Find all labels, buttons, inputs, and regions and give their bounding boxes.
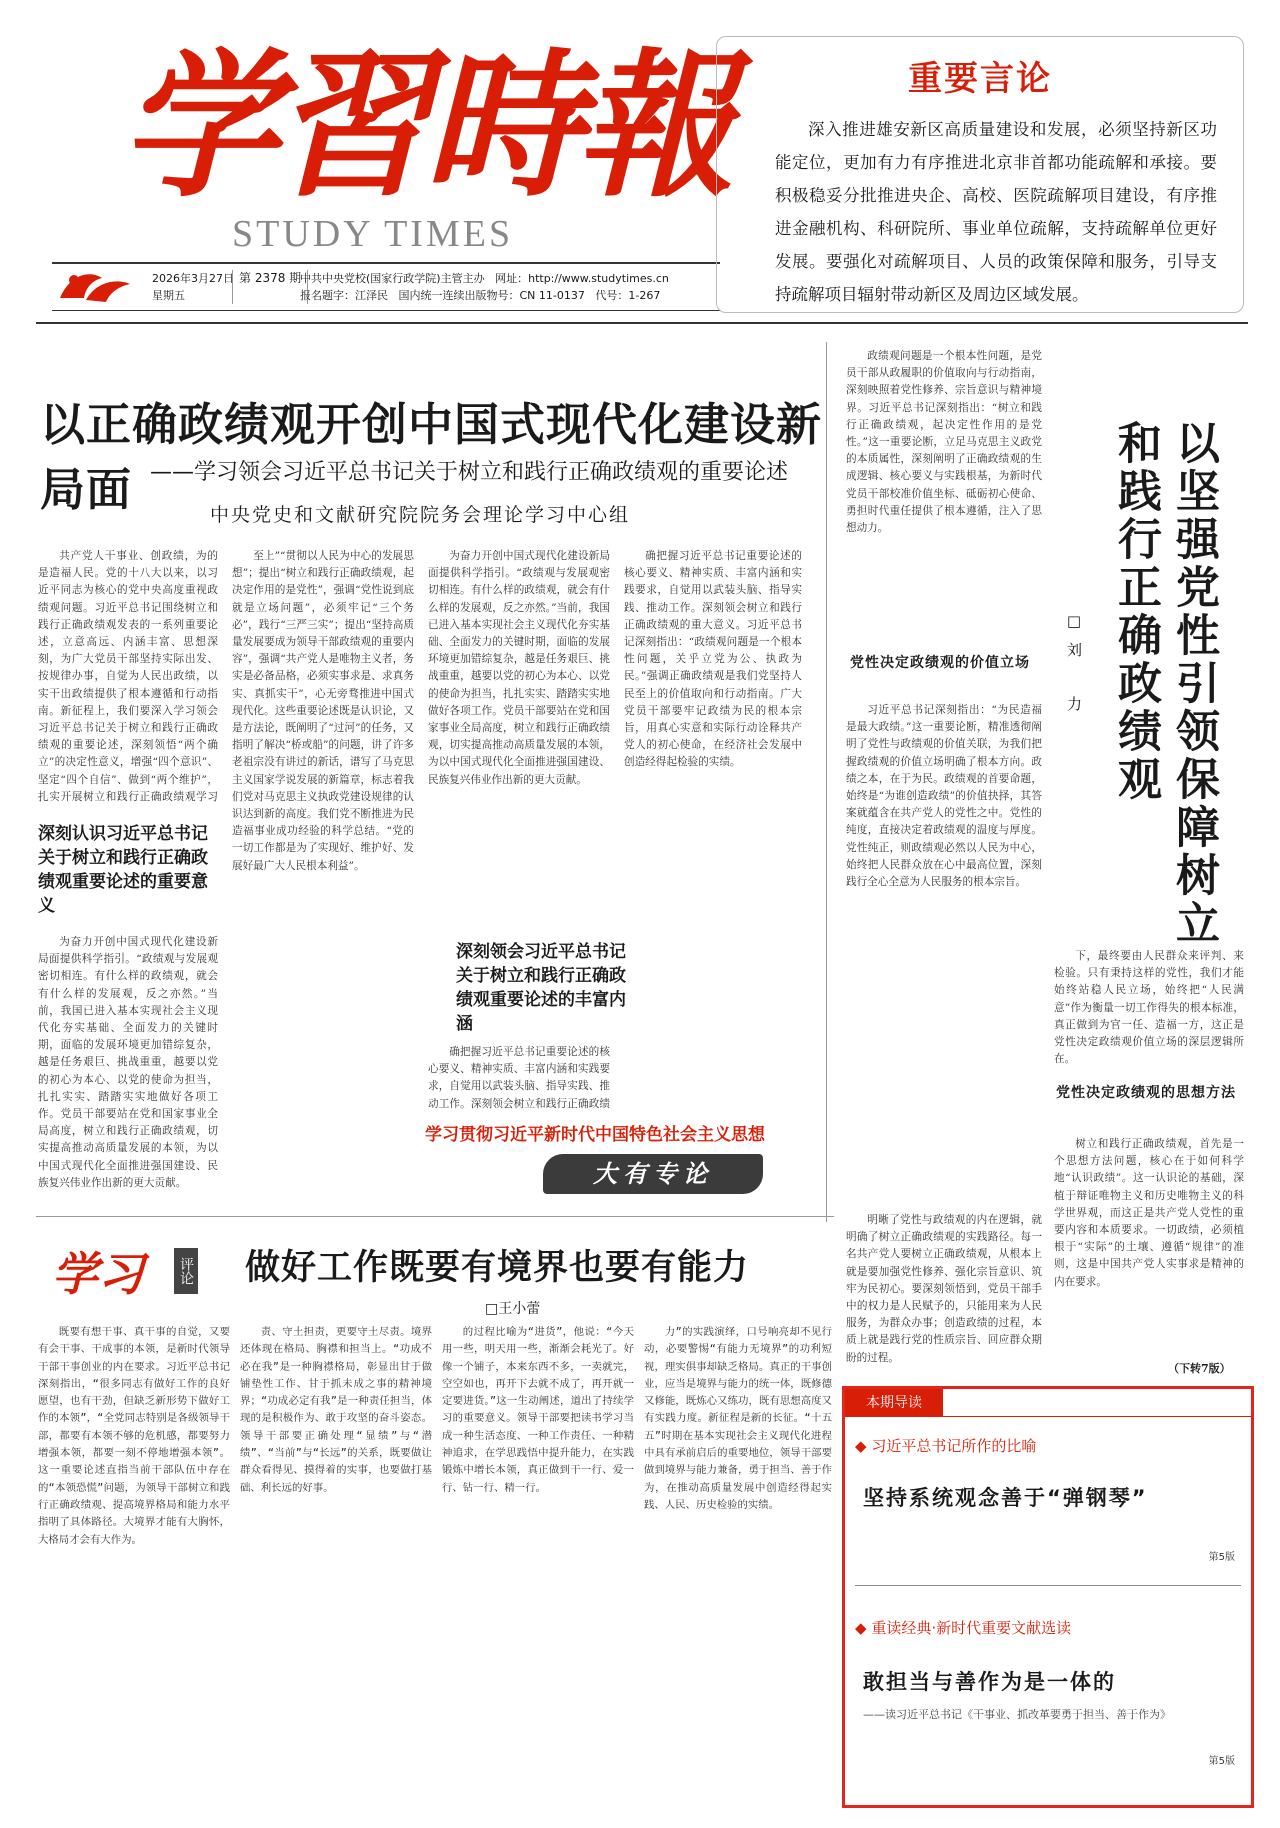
diamond-icon: ◆ (855, 1437, 872, 1455)
right-paragraph: 明晰了党性与政绩观的内在逻辑，就明确了树立正确政绩观的实践路径。每一名共产党人要树立正确政绩观，从根本上就是要加强党性修养、强化宗旨意识、筑牢为民初心。要深刻领悟到，党员干部手中的权力是人民赋予的，只能用来为人民服务，为群众办事；创造政绩的过程，本质上就是践行党的性质宗旨、回应群众期盼的过程。 (846, 1214, 1042, 1364)
issue-number: 第 2378 期 (232, 270, 308, 304)
commentary-title: 做好工作既要有境界也要有能力 (245, 1248, 750, 1288)
right-article-continued: （下转7版） (1168, 1362, 1231, 1375)
lead-article-subhead: ——学习领会习近平总书记关于树立和践行正确政绩观的重要论述 (150, 460, 789, 485)
right-article-column-bottom (846, 1212, 1042, 1378)
lead-section-heading-1: 深刻认识习近平总书记关于树立和践行正确政绩观重要论述的重要意义 (38, 824, 208, 916)
column-divider (826, 342, 827, 1222)
series-banner-ribbon: 大有专论 (543, 1154, 763, 1194)
important-remarks-title: 重要言论 (908, 59, 1052, 99)
lead-article-column-4 (624, 548, 802, 1096)
website: 网址：http://www.studytimes.cn (495, 272, 669, 285)
commentary-paragraph: 的过程比喻为“进货”，他说：“今天用一些，明天用一些，渐渐会耗光了。好像一个铺子，本来东西不多，一卖就完，空空如也，再开下去就不成了，再开就一定要进货。”这一生动阐述，道出了持续学习的重要意义。领导干部要把读书学习当成一种生活态度、一种工作责任、一种精神追求，在学思践悟中提升能力，在实践锻炼中增长本领，真正做到干一行、爱一行、钻一行、精一行。 (442, 1326, 634, 1494)
commentary-column-3 (442, 1324, 634, 1812)
masthead-english-name: STUDY TIMES (232, 213, 514, 255)
commentary-tag: 评论 (174, 1248, 198, 1294)
lead-article-column-2 (232, 548, 414, 1196)
commentary-paragraph: 责、守土担责，更要守土尽责。境界还体现在格局、胸襟和担当上。“功成不必在我”是一种胸襟格局，彰显出甘于做铺垫性工作、甘于抓未成之事的精神境界；“功成必定有我”是一种责任担当，体现的是积极作为、敢于攻坚的奋斗姿态。领导干部要正确处理“显绩”与“潜绩”、“当前”与“长远”的关系，既要做让群众看得见、摸得着的实事，也要做打基础、利长远的好事。 (240, 1326, 432, 1494)
right-section-heading-2: 党性决定政绩观的思想方法 (1056, 1085, 1236, 1101)
guide-item-page: 第5版 (1208, 1552, 1235, 1563)
right-article-title: 以坚强党性引领保障树立和践行正确政绩观 (1110, 420, 1219, 948)
calligraphy-credit: 报名题字：江泽民 (300, 289, 388, 302)
lead-paragraph: 为奋力开创中国式现代化建设新局面提供科学指引。“政绩观与发展观密切相连。有什么样的政绩观，就会有什么样的发展观，反之亦然。”当前，我国已进入基本实现社会主义现代化夯实基础、全面发力的关键时期，面临的发展环境更加错综复杂，越是任务艰巨、挑战重重，越要以党的初心为本心、以党的使命为担当，扎扎实实、踏踏实实地做好各项工作。党员干部要站在党和国家事业全局高度，树立和践行正确政绩观，切实提高推动高质量发展的本领，为以中国式现代化全面推进强国建设、民族复兴伟业作出新的更大贡献。 (38, 936, 218, 1189)
lead-article-headline: 以正确政绩观开创中国式现代化建设新局面 (40, 398, 823, 516)
series-banner (425, 1120, 845, 1196)
commentary-paragraph: 既要有想干事、真干事的自觉，又要有会干事、干成事的本领，是新时代领导干部干事创业的内在要求。习近平总书记深刻指出，“很多同志有做好工作的良好愿望，也有干劲，但缺乏新形势下做好工作的本领”，“全党同志特别是各级领导干部，都要有本领不够的危机感，都要努力增强本领，都要一刻不停地增强本领”。这一重要论述直指当前干部队伍中存在的“本领恐慌”问题，为领导干部树立和践行正确政绩观、提高境界格局和能力水平指明了具体路径。大境界才能有大胸怀，大格局才会有大作为。 (38, 1326, 230, 1546)
guide-item-2[interactable] (855, 1617, 1235, 1767)
guide-divider (855, 1585, 1241, 1586)
guide-item-1[interactable] (855, 1435, 1235, 1563)
lead-article-author: 中央党史和文献研究院院务会理论学习中心组 (210, 504, 631, 526)
important-remarks-box (716, 36, 1244, 313)
postal-code: 代号：1-267 (595, 289, 661, 302)
commentary-paragraph: 力”的实践演绎，口号响亮却不见行动，必要警惕“有能力无境界”的功利短视，理实俱事却缺乏格局。真正的干事创业，应当是境界与能力的统一体，既修德又修能，既炼心又练功，既有思想高度又有实践力度。新征程是新的长征。“十五五”时期在基本实现社会主义现代化进程中具有承前启后的重要地位，领导干部要做到境界与能力兼备，勇于担当、善于作为，在推动高质量发展中创造经得起实践、人民、历史检验的实绩。 (644, 1326, 832, 1511)
guide-tab: 本期导读 (845, 1389, 943, 1417)
publisher-info (300, 270, 669, 304)
right-paragraph: 政绩观问题是一个根本性问题，是党员干部从政履职的价值取向与行动指南，深刻映照着党性修养、宗旨意识与精神境界。习近平总书记深刻指出：“树立和践行正确政绩观，起决定性作用的是党性。”这一重要论断，立足马克思主义政党的本质属性，深刻阐明了正确政绩观的生成逻辑、核心要义与实践根基，为新时代党员干部校准价值坐标、砥砺初心使命、勇担时代重任提供了根本遵循，注入了思想动力。 (846, 350, 1042, 535)
series-banner-title: 学习贯彻习近平新时代中国特色社会主义思想 (425, 1125, 765, 1145)
commentary-divider (36, 1216, 834, 1217)
guide-item-page: 第5版 (1208, 1756, 1235, 1767)
guide-tab-underline (943, 1416, 1251, 1417)
lead-article-column-1 (38, 548, 218, 804)
right-article-column-top (846, 348, 1042, 622)
cn-number: 国内统一连续出版物号：CN 11-0137 (398, 289, 585, 302)
lead-article-column-1b (38, 934, 218, 1196)
right-paragraph: 树立和践行正确政绩观，首先是一个思想方法问题，核心在于如何科学地“认识政绩”。这一认识论的基础，深植于辩证唯物主义和历史唯物主义的科学世界观，而这正是共产党人党性的重要内容和本质要求。一切政绩，必须植根于“实际”的土壤、遵循“规律”的准则，这是中国共产党人实事求是精神的内在要求。 (1054, 1138, 1244, 1288)
top-divider (36, 322, 1248, 324)
right-paragraph: 下，最终要由人民群众来评判、来检验。只有秉持这样的党性，我们才能始终站稳人民立场，始终把“人民满意”作为衡量一切工作得失的根本标准，真正做到为官一任、造福一方，这正是党性决定政绩观价值立场的深层逻辑所在。 (1054, 950, 1244, 1066)
lead-paragraph: 确把握习近平总书记重要论述的核心要义、精神实质、丰富内涵和实践要求，自觉用以武装头脑、指导实践、推动工作。深刻领会树立和践行正确政绩观的重大意义。习近平总书记深刻指出：“政绩观问题是一个根本性问题，关乎立党为公、执政为民。”强调正确政绩观是我们党坚持人民至上的价值取向和行动指南。广大党员干部要牢记政绩为民的根本宗旨，用真心实意和实际行动诠释共产党人的初心使命，在经济社会发展中创造经得起检验的实绩。 (624, 550, 802, 769)
guide-item-subtitle: ——读习近平总书记《干事业、抓改革要勇于担当、善于作为》 (863, 1708, 1171, 1721)
lead-article-column-3b (428, 1044, 610, 1114)
commentary-logo: 学习 (52, 1247, 144, 1301)
right-article-column-right2 (1054, 1136, 1244, 1378)
lead-paragraph: 至上”“贯彻以人民为中心的发展思想”；提出“树立和践行正确政绩观，起决定作用的是党性”，强调“党性说到底就是立场问题”，必须牢记“三个务必”，践行“三严三实”；提出“坚持高质量发展要成为领导干部政绩观的重要内容”，强调“共产党人是唯物主义者，务实是必备品格，必须实事求是、求真务实、真抓实干”，心无旁骛推进中国式现代化。这些重要论述既是认识论，又是方法论，既阐明了“过河”的任务，又指明了解决“桥或船”的问题，讲了许多老祖宗没有讲过的新话，谱写了马克思主义国家学说发展的新篇章，标志着我们党对马克思主义执政党建设规律的认识达到新的高度。我们党不断推进为民造福事业成功经验的科学总结。“党的一切工作都是为了实现好、维护好、发展好最广大人民根本利益”。 (232, 550, 414, 872)
masthead-info-bar (52, 262, 720, 311)
masthead-logo: 学習時報 (120, 34, 728, 219)
guide-item-title: 敢担当与善作为是一体的 (863, 1670, 1116, 1694)
issue-weekday: 星期五 (152, 289, 185, 302)
right-article-column-mid (846, 702, 1042, 1202)
guide-item-title: 坚持系统观念善于“弹钢琴” (863, 1486, 1148, 1510)
commentary-author: □王小蕾 (485, 1301, 541, 1317)
right-section-heading-1: 党性决定政绩观的价值立场 (850, 655, 1030, 671)
newspaper-emblem-icon (56, 268, 144, 306)
lead-paragraph: 共产党人干事业、创政绩，为的是造福人民。党的十八大以来，以习近平同志为核心的党中央高度重视政绩观问题。习近平总书记围绕树立和践行正确政绩观发表的一系列重要论述，立意高远、内涵丰富、思想深刻，为广大党员干部坚持实际出发、按规律办事，自觉为人民出政绩，以实干出政绩提供了根本遵循和行动指南。新征程上，我们要深入学习领会习近平总书记关于树立和践行正确政绩观的重要论述，深刻领悟“两个确立”的决定性意义，增强“四个意识”、坚定“四个自信”、做到“两个维护”，扎实开展树立和践行正确政绩观学习 (38, 550, 218, 803)
right-paragraph: 习近平总书记深刻指出：“为民造福是最大政绩。”这一重要论断，精准透彻阐明了党性与政绩观的价值关联，为我们把握政绩观的价值立场明确了根本方向。政绩之本，在于为民。政绩观的首要命题，始终是“为谁创造政绩”的价值抉择，其答案就蕴含在共产党人的党性之中。党性的纯度，直接决定着政绩观的温度与厚度。党性纯正，则政绩观必然以人民为中心，始终把人民群众放在心中最高位置，深刻践行全心全意为人民服务的根本宗旨。 (846, 704, 1042, 889)
diamond-icon: ◆ (855, 1619, 872, 1637)
lead-paragraph: 确把握习近平总书记重要论述的核心要义、精神实质、丰富内涵和实践要求，自觉用以武装头脑、指导实践、推动工作。深刻领会树立和践行正确政绩 (428, 1046, 610, 1110)
this-issue-guide (842, 1386, 1254, 1808)
right-article-column-right (1054, 948, 1244, 1068)
important-remarks-body: 深入推进雄安新区高质量建设和发展，必须坚持新区功能定位，更加有力有序推进北京非首都功能疏解和承接。要积极稳妥分批推进央企、高校、医院疏解项目建设，有序推进金融机构、科研院所、事业单位疏解，支持疏解单位更好发展。要强化对疏解项目、人员的政策保障和服务，引导支持疏解项目辐射带动新区及周边区域发展。 (775, 120, 1217, 304)
commentary-column-2 (240, 1324, 432, 1812)
guide-item-category: 习近平总书记所作的比喻 (871, 1437, 1037, 1455)
lead-paragraph: 为奋力开创中国式现代化建设新局面提供科学指引。“政绩观与发展观密切相连。有什么样的政绩观，就会有什么样的发展观，反之亦然。”当前，我国已进入基本实现社会主义现代化夯实基础、全面发力的关键时期，面临的发展环境更加错综复杂，越是任务艰巨、挑战重重，越要以党的初心为本心、以党的使命为担当，扎扎实实、踏踏实实地做好各项工作。党员干部要站在党和国家事业全局高度，树立和践行正确政绩观，切实提高推动高质量发展的本领，为以中国式现代化全面推进强国建设、民族复兴伟业作出新的更大贡献。 (428, 550, 610, 786)
commentary-column-1 (38, 1324, 230, 1812)
issue-date-block (152, 270, 234, 304)
issue-date: 2026年3月27日 (152, 272, 234, 285)
right-article-author: □刘 力 (1065, 612, 1083, 723)
lead-section-heading-2: 深刻领会习近平总书记关于树立和践行正确政绩观重要论述的丰富内涵 (456, 942, 626, 1034)
commentary-column-4 (644, 1324, 832, 1812)
guide-item-category: 重读经典·新时代重要文献选读 (871, 1619, 1072, 1637)
publisher: 中共中央党校(国家行政学院)主管主办 (300, 272, 485, 285)
lead-article-column-3 (428, 548, 610, 908)
